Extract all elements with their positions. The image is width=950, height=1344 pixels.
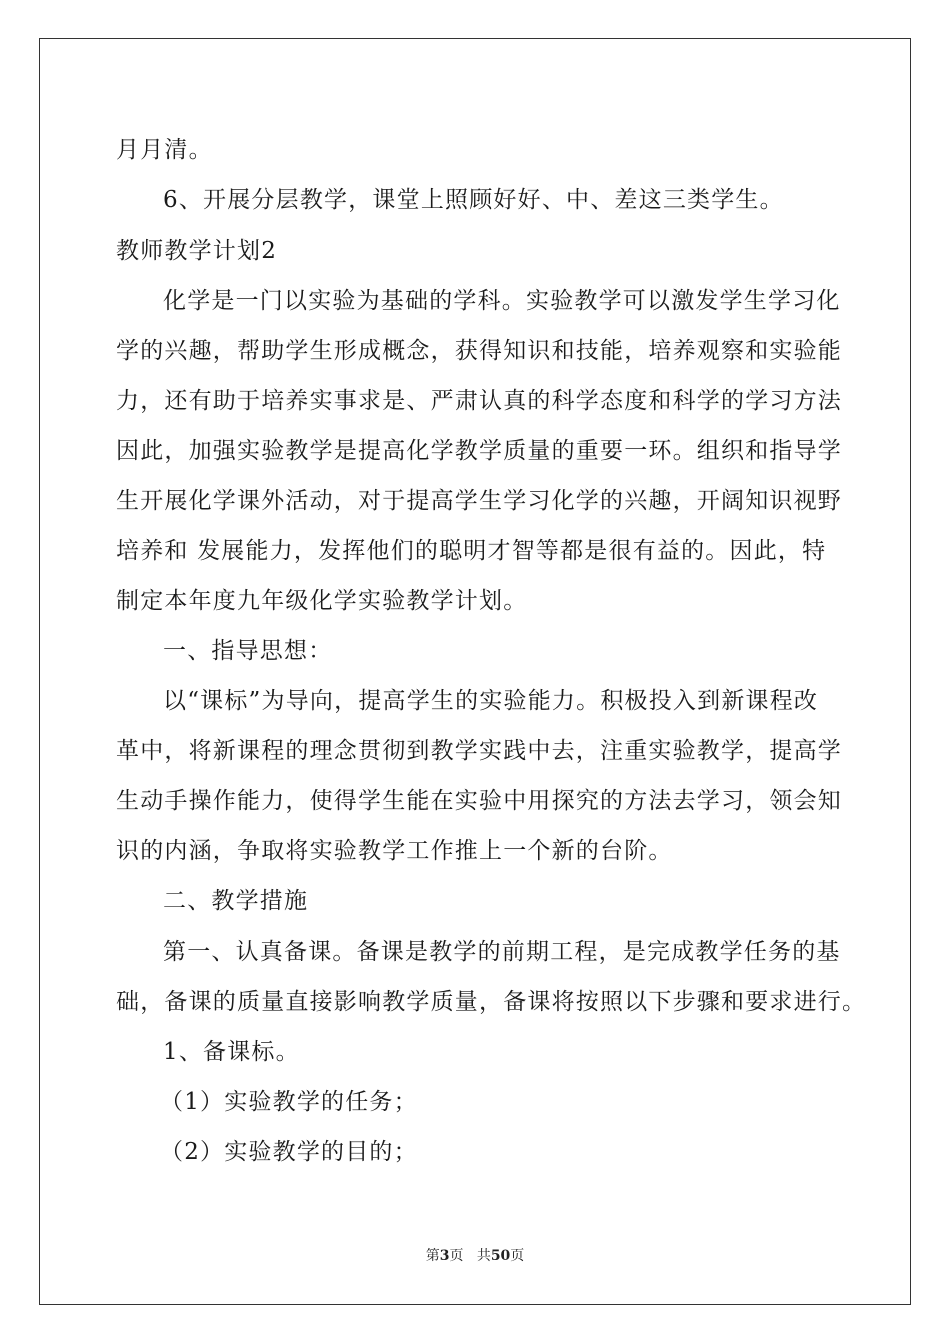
text-line: 以“课标”为导向，提高学生的实验能力。积极投入到新课程改 xyxy=(163,688,819,714)
list-item: 1、备课标。 xyxy=(163,1039,300,1065)
subheading: 一、指导思想： xyxy=(163,638,333,664)
text-line: 因此，加强实验教学是提高化学教学质量的重要一环。组织和指导学 xyxy=(116,438,842,464)
text-line: 月月清。 xyxy=(116,137,213,163)
total-pages: 50 xyxy=(490,1248,511,1264)
text-line: 6、开展分层教学，课堂上照顾好好、中、差这三类学生。 xyxy=(163,187,784,213)
text-line: 生动手操作能力，使得学生能在实验中用探究的方法去学习，领会知 xyxy=(116,788,842,814)
text-line: 革中，将新课程的理念贯彻到教学实践中去，注重实验教学，提高学 xyxy=(116,738,842,764)
list-item: （2）实验教学的目的； xyxy=(160,1139,418,1165)
footer-page-suffix: 页 xyxy=(449,1248,464,1264)
subheading: 二、教学措施 xyxy=(163,888,309,914)
text-line: 化学是一门以实验为基础的学科。实验教学可以激发学生学习化 xyxy=(163,288,841,314)
text-line: 础，备课的质量直接影响教学质量，备课将按照以下步骤和要求进行。 xyxy=(116,989,867,1015)
text-line: 力，还有助于培养实事求是、严肃认真的科学态度和科学的学习方法 xyxy=(116,388,842,414)
list-item: （1）实验教学的任务； xyxy=(160,1089,418,1115)
text-line: 制定本年度九年级化学实验教学计划。 xyxy=(116,588,528,614)
footer-total-suffix: 页 xyxy=(510,1248,525,1264)
page-number: 3 xyxy=(439,1248,450,1264)
text-line: 第一、认真备课。备课是教学的前期工程，是完成教学任务的基 xyxy=(163,939,841,965)
page-footer xyxy=(0,1247,950,1265)
text-line: 学的兴趣，帮助学生形成概念，获得知识和技能，培养观察和实验能 xyxy=(116,338,842,364)
footer-total-prefix: 共 xyxy=(476,1248,491,1264)
footer-prefix: 第 xyxy=(425,1248,440,1264)
text-line: 识的内涵，争取将实验教学工作推上一个新的台阶。 xyxy=(116,838,673,864)
text-line: 培养和 发展能力，发挥他们的聪明才智等都是很有益的。因此，特 xyxy=(116,538,827,564)
text-line: 生开展化学课外活动，对于提高学生学习化学的兴趣，开阔知识视野 xyxy=(116,488,842,514)
section-heading: 教师教学计划2 xyxy=(116,238,278,264)
